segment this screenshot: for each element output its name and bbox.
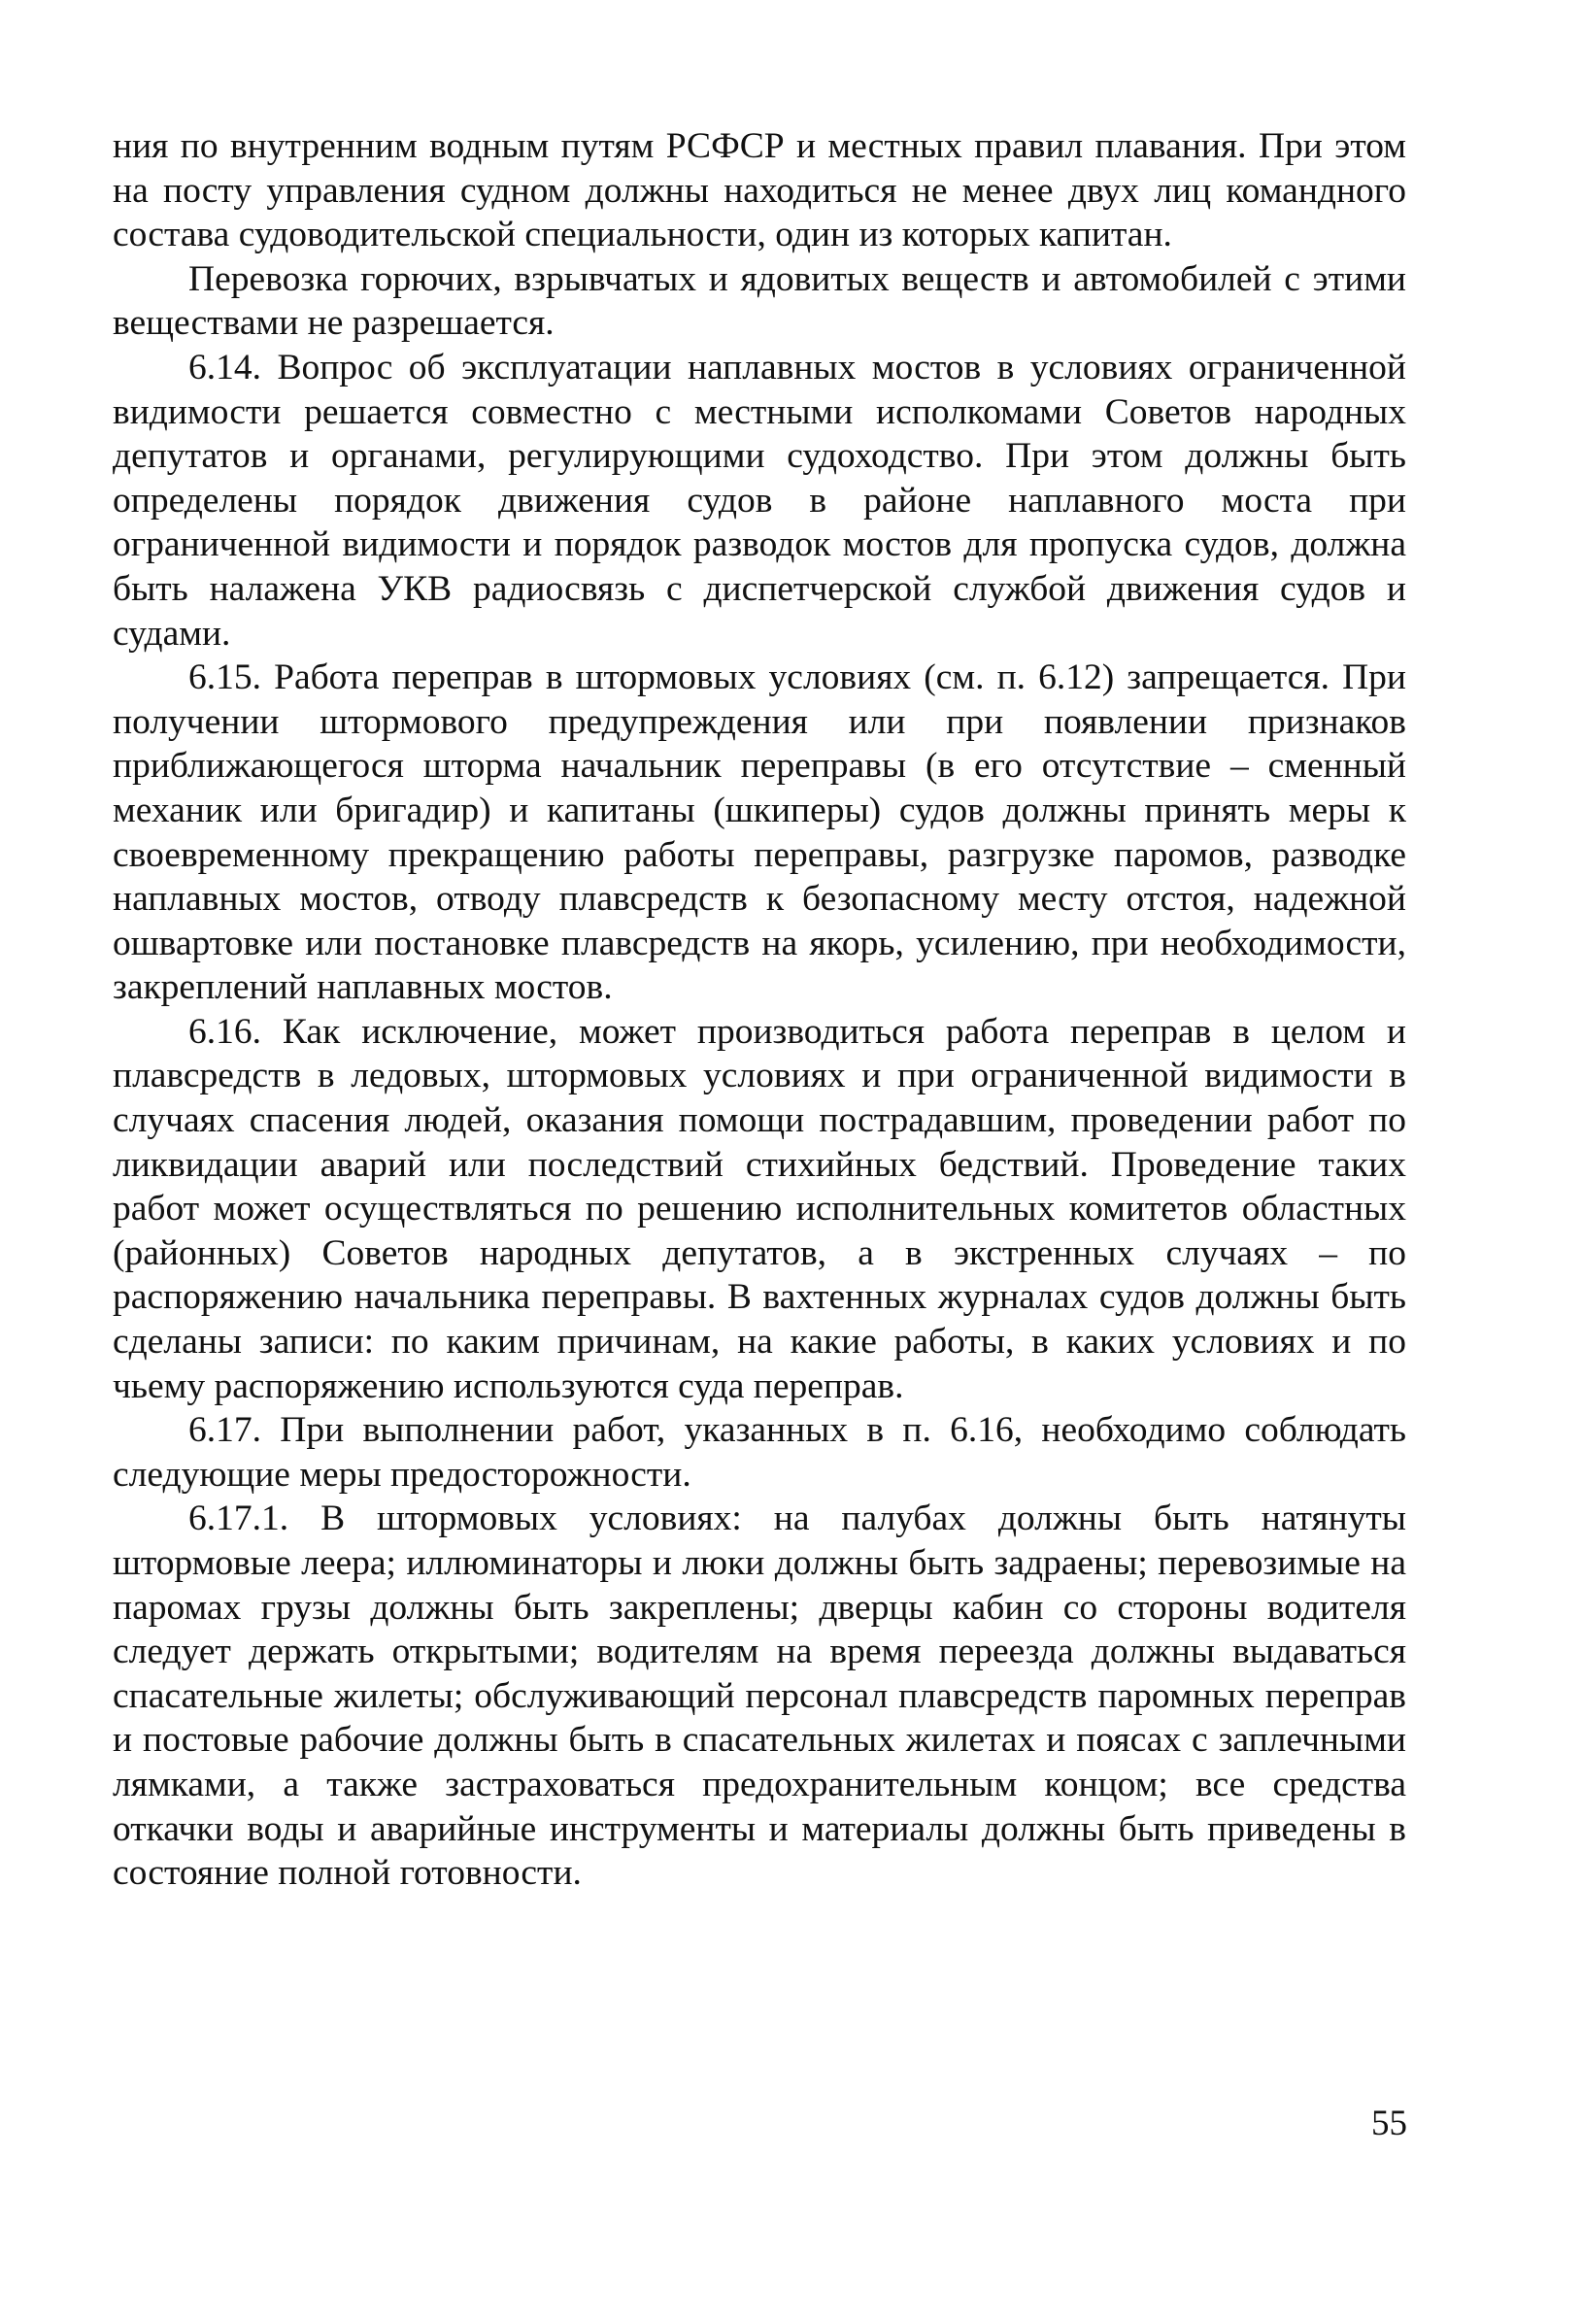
paragraph-continuation: ния по внутренним водным путям РСФСР и местных правил плавания. При этом на посту управления судном должны находиться не менее двух лиц командного состава судоводительской специальности, один из которых капитан.: [113, 126, 1406, 255]
paragraph-6-17-1: 6.17.1. В штормовых условиях: на палубах должны быть натянуты штормовые леера; иллюминаторы и люки должны быть задраены; перевозимые на паромах грузы должны быть закреплены; дверцы кабин со стороны водителя следует держать открытыми; водителям на время переезда должны выдаваться спасательные жилеты; обслуживающий персонал плавсредств паромных переправ и постовые рабочие должны быть в спасательных жилетах и поясах с заплечными лямками, а также застраховаться предохранительным концом; все средства откачки воды и аварийные инструменты и материалы должны быть приведены в состояние полной готовности.: [113, 1499, 1406, 1894]
paragraph-6-14: 6.14. Вопрос об эксплуатации наплавных мостов в условиях ограниченной видимости решается совместно с местными исполкомами Советов народных депутатов и органами, регулирующими судоходство. При этом должны быть определены порядок движения судов в районе наплавного моста при ограниченной видимости и порядок разводок мостов для пропуска судов, должна быть налажена УКВ радиосвязь с диспетчерской службой движения судов и судами.: [113, 347, 1406, 654]
paragraph-transport-restriction: Перевозка горючих, взрывчатых и ядовитых веществ и автомобилей с этими веществами не разрешается.: [113, 258, 1406, 344]
paragraph-6-15: 6.15. Работа переправ в штормовых условиях (см. п. 6.12) запрещается. При получении штормового предупреждения или при появлении признаков приближающегося шторма начальник переправы (в его отсутствие – сменный механик или бригадир) и капитаны (шкиперы) судов должны принять меры к своевременному прекращению работы переправы, разгрузке паромов, разводке наплавных мостов, отводу плавсредств к безопасному месту отстоя, надежной ошвартовке или постановке плавсредств на якорь, усилению, при необходимости, закреплений наплавных мостов.: [113, 657, 1406, 1008]
page-number: 55: [1371, 2104, 1407, 2143]
document-page: [113, 124, 1406, 1896]
paragraph-6-16: 6.16. Как исключение, может производиться работа переправ в целом и плавсредств в ледовых, штормовых условиях и при ограниченной видимости в случаях спасения людей, оказания помощи пострадавшим, проведении работ по ликвидации аварий или последствий стихийных бедствий. Проведение таких работ может осуществляться по решению исполнительных комитетов областных (районных) Советов народных депутатов, а в экстренных случаях – по распоряжению начальника переправы. В вахтенных журналах судов должны быть сделаны записи: по каким причинам, на какие работы, в каких условиях и по чьему распоряжению используются суда переправ.: [113, 1011, 1406, 1406]
paragraph-6-17: 6.17. При выполнении работ, указанных в п. 6.16, необходимо соблюдать следующие меры предосторожности.: [113, 1410, 1406, 1495]
